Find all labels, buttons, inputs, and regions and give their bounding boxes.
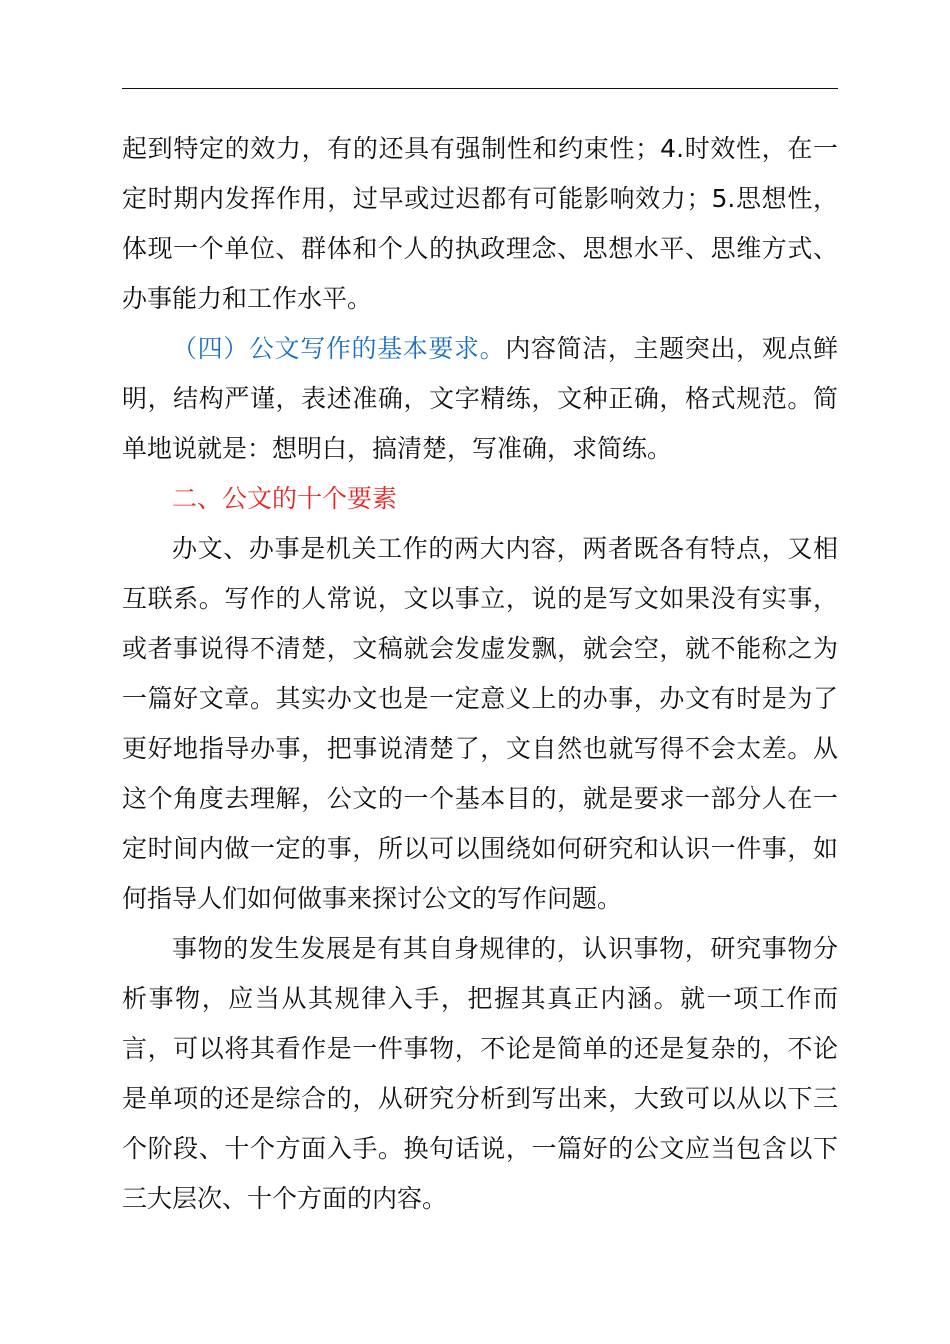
paragraph-continued: 起到特定的效力，有的还具有强制性和约束性；4.时效性，在一定时期内发挥作用，过早或过迟都有可能影响效力；5.思想性，体现一个单位、群体和个人的执政理念、思想水平、思维方式、办事能力和工作水平。 xyxy=(122,134,838,313)
requirements-text: 内容简洁，主题突出，观点鲜明，结构严谨，表述准确，文字精练，文种正确，格式规范。简单地说就是：想明白，搞清楚，写准确，求简练。 xyxy=(122,334,838,463)
subsection-heading: （四）公文写作的基本要求。 xyxy=(172,334,506,363)
section-heading: 二、公文的十个要素 xyxy=(172,484,398,513)
document-body xyxy=(122,124,838,1224)
paragraph-requirements xyxy=(122,324,838,474)
paragraph-office-work: 办文、办事是机关工作的两大内容，两者既各有特点，又相互联系。写作的人常说，文以事立，说的是写文如果没有实事，或者事说得不清楚，文稿就会发虚发飘，就会空，就不能称之为一篇好文章。其实办文也是一定意义上的办事，办文有时是为了更好地指导办事，把事说清楚了，文自然也就写得不会太差。从这个角度去理解，公文的一个基本目的，就是要求一部分人在一定时间内做一定的事，所以可以围绕如何研究和认识一件事，如何指导人们如何做事来探讨公文的写作问题。 xyxy=(122,534,838,913)
header-rule xyxy=(122,88,838,89)
paragraph-things-development: 事物的发生发展是有其自身规律的，认识事物，研究事物分析事物，应当从其规律入手，把握其真正内涵。就一项工作而言，可以将其看作是一件事物，不论是简单的还是复杂的，不论是单项的还是综合的，从研究分析到写出来，大致可以从以下三个阶段、十个方面入手。换句话说，一篇好的公文应当包含以下三大层次、十个方面的内容。 xyxy=(122,934,838,1213)
